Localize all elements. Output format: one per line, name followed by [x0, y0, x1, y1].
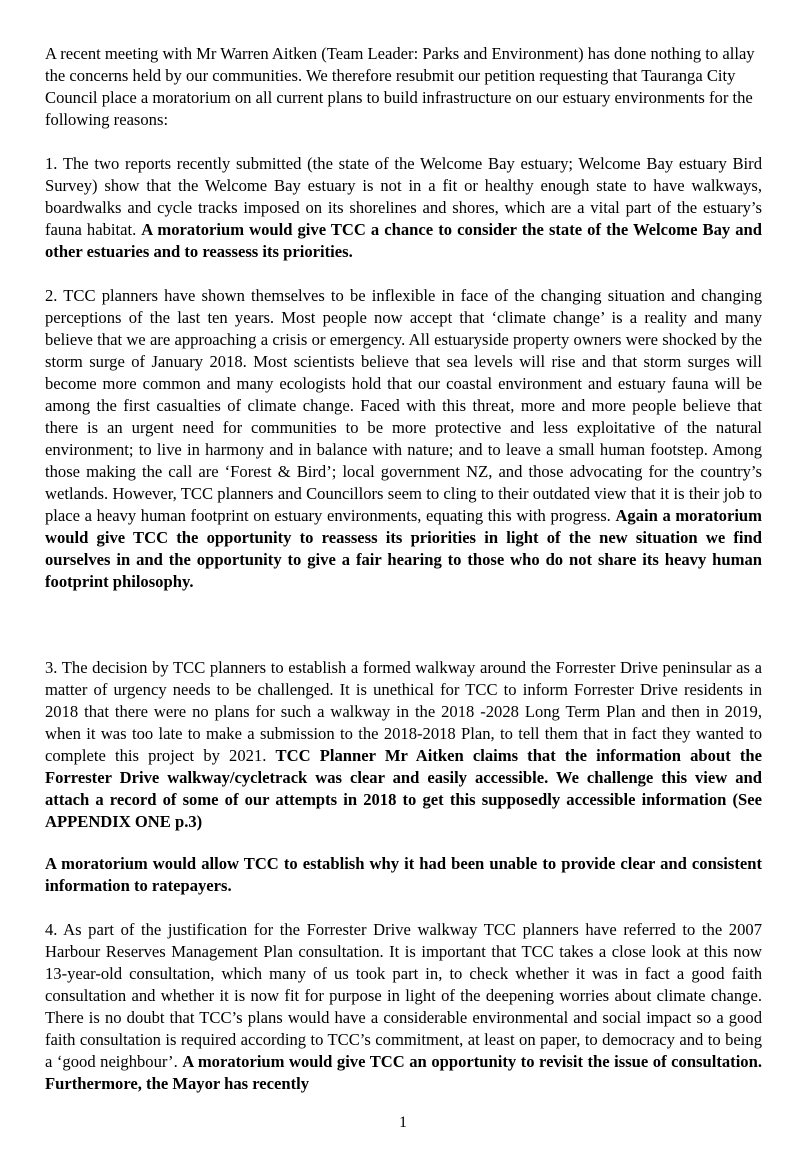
- intro-text: A recent meeting with Mr Warren Aitken (Team Leader: Parks and Environment) has done nothing to allay the concerns held by our communities. We therefore resubmit our petition requesting that Tauranga City Council place a moratorium on all current plans to build infrastructure on our estuary environments for the following reasons:: [45, 44, 755, 129]
- reason-3-conclusion-bold-text: A moratorium would allow TCC to establish why it had been unable to provide clear and consistent information to ratepayers.: [45, 854, 762, 895]
- reason-2-bold-text: Again a moratorium would give TCC the opportunity to reassess its priorities in light of the new situation we find ourselves in and the opportunity to give a fair hearing to those who do not share its heavy human footprint philosophy.: [45, 506, 762, 591]
- intro-paragraph: [45, 43, 762, 131]
- reason-3-bold-text: TCC Planner Mr Aitken claims that the information about the Forrester Drive walkway/cycletrack was clear and easily accessible. We challenge this view and attach a record of some of our attempts in 2018 to get this supposedly accessible information (See APPENDIX ONE p.3): [45, 746, 762, 831]
- reason-4-bold-text: A moratorium would give TCC an opportunity to revisit the issue of consultation. Furthermore, the Mayor has recently: [45, 1052, 762, 1093]
- page-number: 1: [399, 1114, 407, 1131]
- reason-4-text: 4. As part of the justification for the Forrester Drive walkway TCC planners have referred to the 2007 Harbour Reserves Management Plan consultation. It is important that TCC takes a close look at this now 13-year-old consultation, which many of us took part in, to check whether it was in fact a good faith consultation and whether it is now fit for purpose in light of the deepening worries about climate change. There is no doubt that TCC’s plans would have a considerable environmental and social impact so a good faith consultation is required according to TCC’s commitment, at least on paper, to democracy and to being a ‘good neighbour’.: [45, 920, 762, 1071]
- reason-1-bold-text: A moratorium would give TCC a chance to consider the state of the Welcome Bay and other estuaries and to reassess its priorities.: [45, 220, 762, 261]
- reason-1-paragraph: [45, 153, 762, 263]
- reason-3-conclusion-paragraph: [45, 853, 762, 897]
- reason-2-paragraph: [45, 285, 762, 593]
- reason-1-text: 1. The two reports recently submitted (the state of the Welcome Bay estuary; Welcome Bay estuary Bird Survey) show that the Welcome Bay estuary is not in a fit or healthy enough state to have walkways, boardwalks and cycle tracks imposed on its shorelines and shores, which are a vital part of the estuary’s fauna habitat.: [45, 154, 762, 239]
- reason-3-paragraph: [45, 657, 762, 833]
- reason-3-text: 3. The decision by TCC planners to establish a formed walkway around the Forrester Drive peninsular as a matter of urgency needs to be challenged. It is unethical for TCC to inform Forrester Drive residents in 2018 that there were no plans for such a walkway in the 2018 -2028 Long Term Plan and then in 2019, when it was too late to make a submission to the 2018-2018 Plan, to tell them that in fact they wanted to complete this project by 2021.: [45, 658, 762, 765]
- reason-4-paragraph: [45, 919, 762, 1095]
- reason-2-text: 2. TCC planners have shown themselves to be inflexible in face of the changing situation and changing perceptions of the last ten years. Most people now accept that ‘climate change’ is a reality and many believe that we are approaching a crisis or emergency. All estuaryside property owners were shocked by the storm surge of January 2018. Most scientists believe that sea levels will rise and that storm surges will become more common and many ecologists hold that our coastal environment and estuary fauna will be among the first casualties of climate change. Faced with this threat, more and more people believe that there is an urgent need for communities to be more protective and less exploitative of the natural environment; to live in harmony and in balance with nature; and to leave a small human footstep. Among those making the call are ‘Forest & Bird’; local government NZ, and those advocating for the country’s wetlands. However, TCC planners and Councillors seem to cling to their outdated view that it is their job to place a heavy human footprint on estuary environments, equating this with progress.: [45, 286, 762, 525]
